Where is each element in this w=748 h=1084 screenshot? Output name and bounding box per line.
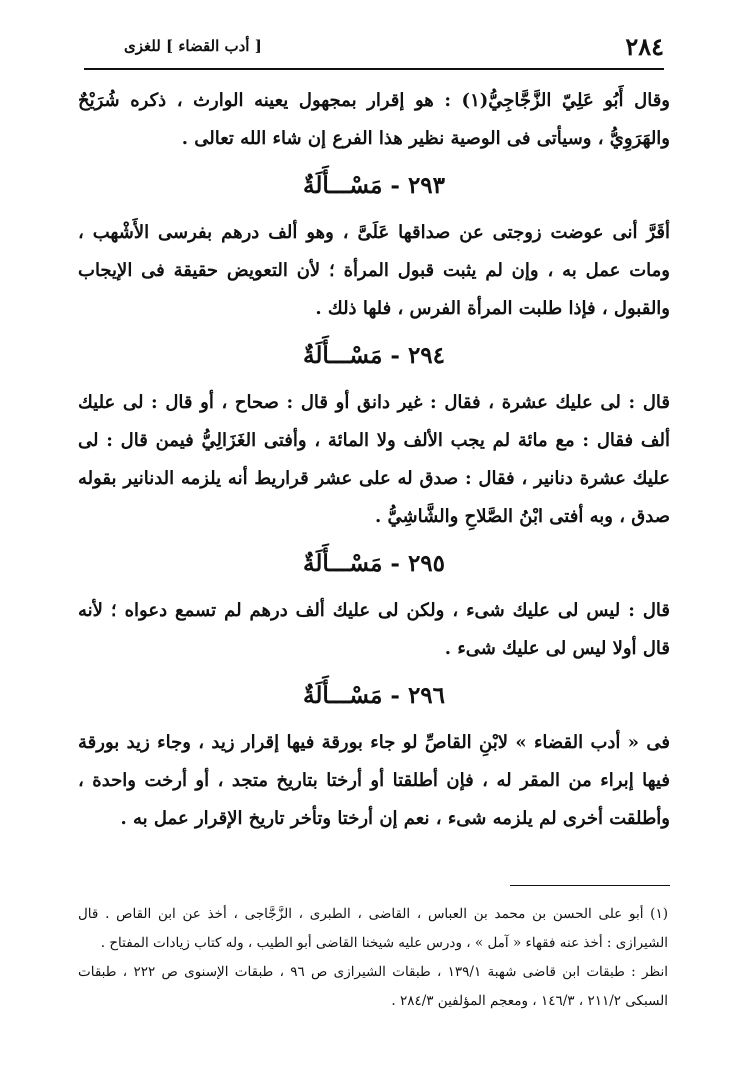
issue-heading-294: ٢٩٤ - مَسْـــأَلَةٌ xyxy=(302,342,446,369)
page-header xyxy=(84,28,664,64)
intro-paragraph: وقال أَبُو عَلِيّ الزَّجَّاجِيُّ(١) : هو إقرار بمجهول يعينه الوارث ، ذكره شُرَيْحٌ والهَرَوِيُّ ، وسيأتى فى الوصية نظير هذا الفرع إن شاء الله تعالى . xyxy=(78,90,670,149)
issue-text-295: قال : ليس لى عليك شىء ، ولكن لى عليك ألف درهم لم تسمع دعواه ؛ لأنه قال أولا ليس لى عليك شىء . xyxy=(78,600,670,659)
issue-text-294: قال : لى عليك عشرة ، فقال : غير دانق أو قال : صحاح ، أو قال : لى عليك ألف فقال : مع مائة لم يجب الألف ولا المائة ، وأفتى الغَزَالِيُّ فيمن قال : لى عليك عشرة دنانير ، فقال : صدق له على عشر قراريط أنه يلزمه الدنانير بقوله صدق ، وبه أفتى ابْنُ الصَّلاحِ والشَّاشِيُّ . xyxy=(78,392,670,527)
header-rule xyxy=(84,68,664,70)
running-title: [ أدب القضاء ] للغزى xyxy=(124,37,262,55)
issue-heading-295: ٢٩٥ - مَسْـــأَلَةٌ xyxy=(302,550,446,577)
issue-heading-296: ٢٩٦ - مَسْـــأَلَةٌ xyxy=(302,682,446,709)
page-body xyxy=(78,82,670,838)
footnote-1: (١) أبو على الحسن بن محمد بن العباس ، القاضى ، الطبرى ، الزَّجَّاجى ، أخذ عن ابن القاص . قال الشيرازى : أخذ عنه فقهاء « آمل » ، ودرس عليه شيخنا القاضى أبو الطيب ، وله كتاب زيادات المفتاح . xyxy=(78,906,668,951)
issue-text-293: أقَرَّ أنى عوضت زوجتى عن صداقها عَلَىَّ ، وهو ألف درهم بفرسى الأَشْهب ، ومات عمل به ، وإن لم يثبت قبول المرأة ؛ لأن التعويض حقيقة فى الإيجاب والقبول ، فإذا طلبت المرأة الفرس ، فلها ذلك . xyxy=(78,222,670,319)
footnote-rule xyxy=(510,885,670,886)
issue-heading-293: ٢٩٣ - مَسْـــأَلَةٌ xyxy=(302,172,446,199)
page-number: ٢٨٤ xyxy=(625,31,664,61)
footnote-references: انظر : طبقات ابن قاضى شهبة ١٣٩/١ ، طبقات الشيرازى ص ٩٦ ، طبقات الإسنوى ص ٢٢٢ ، طبقات السبكى ٢١١/٢ ، ١٤٦/٣ ، ومعجم المؤلفين ٢٨٤/٣ . xyxy=(78,964,668,1009)
issue-text-296: فى « أدب القضاء » لابْنِ القاصِّ لو جاء بورقة فيها إقرار زيد ، وجاء زيد بورقة فيها إبراء من المقر له ، فإن أطلقتا أو أرختا بتاريخ متجد ، أو أرخت واحدة ، وأطلقت أخرى لم يلزمه شىء ، نعم إن أرختا وتأخر تاريخ الإقرار عمل به . xyxy=(78,732,670,829)
footnotes xyxy=(78,900,668,1016)
